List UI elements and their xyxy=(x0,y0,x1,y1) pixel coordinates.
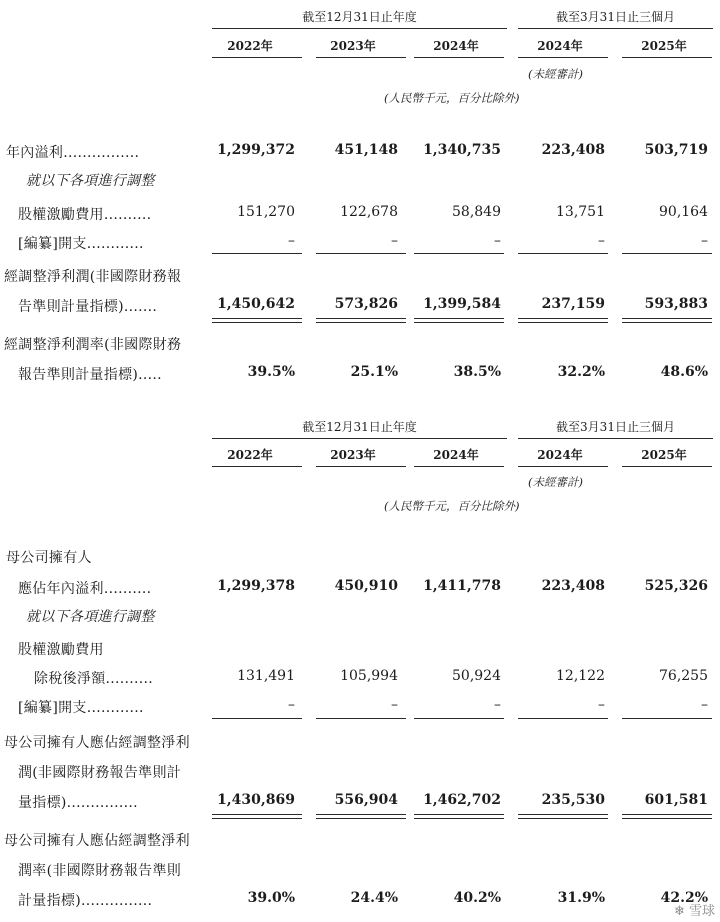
value-cell: 131,491 xyxy=(237,668,295,684)
year-header: 2023年 xyxy=(330,448,376,462)
subtotal-rule xyxy=(212,253,302,254)
subtotal-rule xyxy=(414,253,504,254)
value-cell: 235,530 xyxy=(541,792,605,808)
value-cell: 76,255 xyxy=(659,668,708,684)
value-cell: 503,719 xyxy=(644,142,708,158)
year-rule xyxy=(414,57,504,58)
total-double-rule xyxy=(622,322,712,323)
row-label-profit: 年內溢利................ xyxy=(6,145,140,161)
value-cell: 38.5% xyxy=(453,364,501,380)
subtotal-rule xyxy=(622,718,712,719)
value-cell: 1,299,372 xyxy=(217,142,295,158)
row-label-owners-adj-margin-line2: 潤率(非國際財務報告準則 xyxy=(18,863,182,879)
subtotal-rule xyxy=(316,718,406,719)
value-cell: 50,924 xyxy=(452,668,501,684)
value-cell: 1,399,584 xyxy=(423,296,501,312)
value-cell: 593,883 xyxy=(644,296,708,312)
total-double-rule xyxy=(316,814,406,815)
row-label-owners-profit: 應佔年內溢利.......... xyxy=(18,581,152,597)
year-rule xyxy=(414,466,504,467)
header-rule xyxy=(212,28,507,29)
value-cell: – xyxy=(494,233,501,249)
year-header: 2023年 xyxy=(330,39,376,53)
value-cell: 573,826 xyxy=(334,296,398,312)
value-cell: 1,299,378 xyxy=(217,578,295,594)
value-cell: 31.9% xyxy=(557,890,605,906)
header-rule xyxy=(518,28,713,29)
value-cell: 1,340,735 xyxy=(423,142,501,158)
value-cell: 40.2% xyxy=(453,890,501,906)
total-double-rule xyxy=(316,818,406,819)
row-label-owners: 母公司擁有人 xyxy=(6,550,92,566)
value-cell: 12,122 xyxy=(556,668,605,684)
value-cell: 13,751 xyxy=(556,204,605,220)
total-double-rule xyxy=(518,322,608,323)
value-cell: 451,148 xyxy=(334,142,398,158)
unaudited-note: (未經審計) xyxy=(528,475,583,489)
value-cell: 39.5% xyxy=(247,364,295,380)
total-double-rule xyxy=(414,814,504,815)
total-double-rule xyxy=(316,318,406,319)
value-cell: 25.1% xyxy=(350,364,398,380)
total-double-rule xyxy=(414,318,504,319)
year-header: 2024年 xyxy=(537,39,583,53)
row-label-owners-adj-profit-line2: 潤(非國際財務報告準則計 xyxy=(18,765,182,781)
value-cell: 450,910 xyxy=(334,578,398,594)
watermark-text: 雪球 xyxy=(689,904,716,919)
value-cell: 42.2% xyxy=(660,890,708,906)
year-header: 2022年 xyxy=(227,448,273,462)
subtotal-rule xyxy=(414,718,504,719)
subtotal-rule xyxy=(622,253,712,254)
adjusted-by-label: 就以下各項進行調整 xyxy=(26,609,155,625)
value-cell: – xyxy=(701,233,708,249)
value-cell: 58,849 xyxy=(452,204,501,220)
row-label-redacted: [編纂]開支............ xyxy=(18,236,144,252)
total-double-rule xyxy=(316,322,406,323)
year-rule xyxy=(316,57,406,58)
value-cell: 48.6% xyxy=(660,364,708,380)
subtotal-rule xyxy=(518,718,608,719)
subtotal-rule xyxy=(316,253,406,254)
total-double-rule xyxy=(622,818,712,819)
value-cell: – xyxy=(598,697,605,713)
value-cell: – xyxy=(701,697,708,713)
total-double-rule xyxy=(212,818,302,819)
value-cell: 32.2% xyxy=(557,364,605,380)
value-cell: 1,462,702 xyxy=(423,792,501,808)
year-rule xyxy=(212,466,302,467)
value-cell: 223,408 xyxy=(541,142,605,158)
watermark-logo xyxy=(674,900,715,919)
total-double-rule xyxy=(212,814,302,815)
header-rule xyxy=(212,438,507,439)
value-cell: – xyxy=(288,233,295,249)
total-double-rule xyxy=(414,818,504,819)
year-header: 2022年 xyxy=(227,39,273,53)
total-double-rule xyxy=(518,818,608,819)
total-double-rule xyxy=(518,814,608,815)
value-cell: 105,994 xyxy=(340,668,398,684)
column-group-annual: 截至12月31日止年度 xyxy=(302,10,417,24)
value-cell: – xyxy=(391,233,398,249)
row-label-owners-adj-margin-line3: 計量指標)............... xyxy=(18,893,153,909)
value-cell: 39.0% xyxy=(247,890,295,906)
value-cell: 24.4% xyxy=(350,890,398,906)
year-rule xyxy=(622,57,712,58)
value-cell: 601,581 xyxy=(644,792,708,808)
total-double-rule xyxy=(518,318,608,319)
value-cell: – xyxy=(288,697,295,713)
subtotal-rule xyxy=(518,253,608,254)
row-label-share-comp: 股權激勵費用 xyxy=(18,642,104,658)
year-header: 2025年 xyxy=(641,39,687,53)
value-cell: 1,411,778 xyxy=(423,578,501,594)
total-double-rule xyxy=(212,318,302,319)
total-double-rule xyxy=(622,318,712,319)
unit-note: (人民幣千元，百分比除外) xyxy=(384,91,520,105)
row-label-adj-net-profit-line1: 經調整淨利潤(非國際財務報 xyxy=(4,269,182,285)
row-label-share-comp-net: 除稅後淨額.......... xyxy=(34,671,154,687)
row-label-adj-net-profit-line2: 告準則計量指標)....... xyxy=(18,299,158,315)
value-cell: 556,904 xyxy=(334,792,398,808)
subtotal-rule xyxy=(212,718,302,719)
row-label-adj-margin-line1: 經調整淨利潤率(非國際財務 xyxy=(4,337,182,353)
header-rule xyxy=(518,438,713,439)
row-label-share-comp: 股權激勵費用.......... xyxy=(18,207,152,223)
value-cell: 151,270 xyxy=(237,204,295,220)
year-rule xyxy=(518,466,608,467)
value-cell: 1,450,642 xyxy=(217,296,295,312)
year-header: 2024年 xyxy=(537,448,583,462)
snowball-icon: ❄ xyxy=(674,904,685,919)
value-cell: – xyxy=(391,697,398,713)
unit-note: (人民幣千元，百分比除外) xyxy=(384,499,520,513)
row-label-redacted: [編纂]開支............ xyxy=(18,700,144,716)
year-rule xyxy=(622,466,712,467)
value-cell: 122,678 xyxy=(340,204,398,220)
value-cell: – xyxy=(598,233,605,249)
year-header: 2025年 xyxy=(641,448,687,462)
value-cell: – xyxy=(494,697,501,713)
value-cell: 1,430,869 xyxy=(217,792,295,808)
value-cell: 90,164 xyxy=(659,204,708,220)
year-rule xyxy=(212,57,302,58)
total-double-rule xyxy=(414,322,504,323)
row-label-adj-margin-line2: 報告準則計量指標)..... xyxy=(18,367,162,383)
column-group-annual: 截至12月31日止年度 xyxy=(302,420,417,434)
year-header: 2024年 xyxy=(433,448,479,462)
total-double-rule xyxy=(212,322,302,323)
row-label-owners-adj-profit-line1: 母公司擁有人應佔經調整淨利 xyxy=(4,735,190,751)
value-cell: 237,159 xyxy=(541,296,605,312)
value-cell: 223,408 xyxy=(541,578,605,594)
unaudited-note: (未經審計) xyxy=(528,67,583,81)
year-rule xyxy=(316,466,406,467)
row-label-owners-adj-margin-line1: 母公司擁有人應佔經調整淨利 xyxy=(4,833,190,849)
row-label-owners-adj-profit-line3: 量指標)............... xyxy=(18,795,138,811)
total-double-rule xyxy=(622,814,712,815)
adjusted-by-label: 就以下各項進行調整 xyxy=(26,173,155,189)
column-group-quarter: 截至3月31日止三個月 xyxy=(556,10,675,24)
column-group-quarter: 截至3月31日止三個月 xyxy=(556,420,675,434)
value-cell: 525,326 xyxy=(644,578,708,594)
year-rule xyxy=(518,57,608,58)
year-header: 2024年 xyxy=(433,39,479,53)
